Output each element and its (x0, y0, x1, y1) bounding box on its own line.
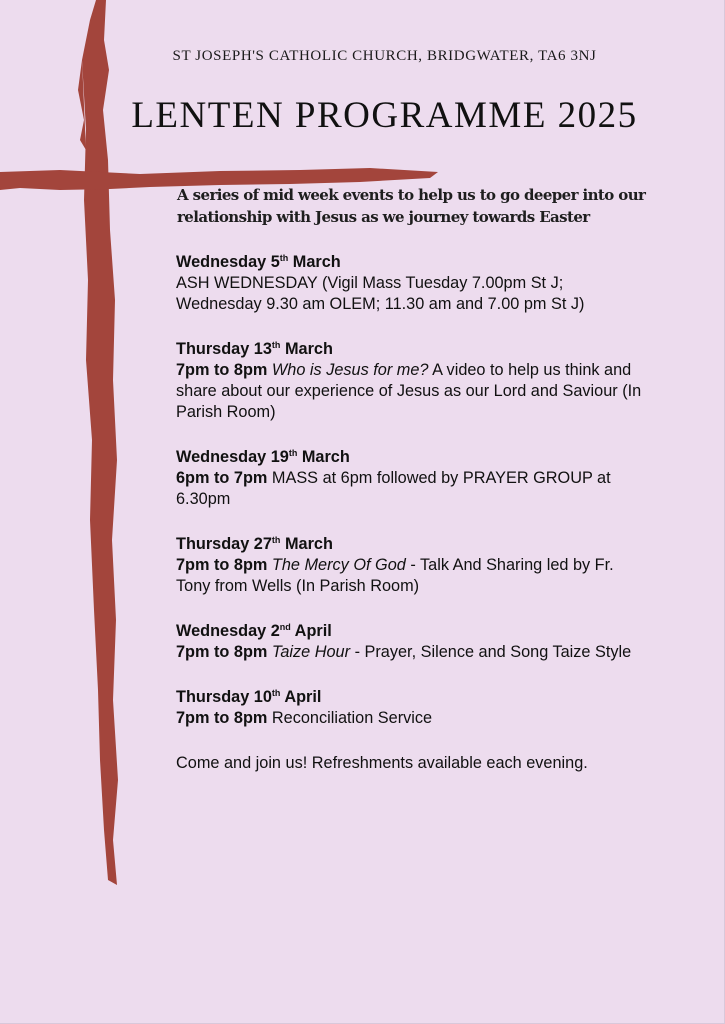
event-date: Thursday 27th March (176, 535, 333, 553)
page-title: LENTEN PROGRAMME 2025 (131, 95, 638, 136)
event-details: 7pm to 8pm Who is Jesus for me? A video to help us think and share about our experience of Jesus as our Lord and Saviour (In Parish Room) (176, 361, 642, 421)
closing-text: Come and join us! Refreshments available each evening. (176, 754, 588, 772)
intro-text: A series of mid week events to help us to go deeper into our relationship with Jesus as we journey towards Easter (177, 186, 646, 226)
event-topic: The Mercy Of God (271, 556, 406, 574)
event-details: 6pm to 7pm MASS at 6pm followed by PRAYER GROUP at 6.30pm (176, 469, 611, 508)
event-time: 7pm to 8pm (176, 643, 268, 661)
event-item (176, 339, 646, 423)
event-time: 6pm to 7pm (176, 469, 268, 487)
event-details: 7pm to 8pm The Mercy Of God - Talk And Sharing led by Fr. Tony from Wells (In Parish Room) (176, 556, 614, 595)
event-topic: Who is Jesus for me? (271, 361, 429, 379)
event-details: ASH WEDNESDAY (Vigil Mass Tuesday 7.00pm St J; Wednesday 9.30 am OLEM; 11.30 am and 7.00 pm St J) (176, 274, 585, 313)
event-topic: Taize Hour (271, 643, 351, 661)
event-details: 7pm to 8pm Reconciliation Service (176, 709, 433, 727)
event-time: 7pm to 8pm (176, 709, 268, 727)
event-details: 7pm to 8pm Taize Hour - Prayer, Silence and Song Taize Style (176, 643, 632, 661)
event-date: Thursday 10th April (176, 688, 322, 706)
event-item (176, 534, 646, 597)
event-item (176, 687, 646, 729)
event-date: Wednesday 19th March (176, 448, 350, 466)
event-time: 7pm to 8pm (176, 361, 268, 379)
event-item (176, 447, 646, 510)
event-date: Thursday 13th March (176, 340, 333, 358)
event-date: Wednesday 5th March (176, 253, 341, 271)
event-date: Wednesday 2nd April (176, 622, 332, 640)
event-item (176, 252, 646, 315)
events-list (176, 252, 646, 774)
event-item (176, 621, 646, 663)
event-time: 7pm to 8pm (176, 556, 268, 574)
church-address: ST JOSEPH'S CATHOLIC CHURCH, BRIDGWATER, TA6 3NJ (172, 48, 597, 64)
